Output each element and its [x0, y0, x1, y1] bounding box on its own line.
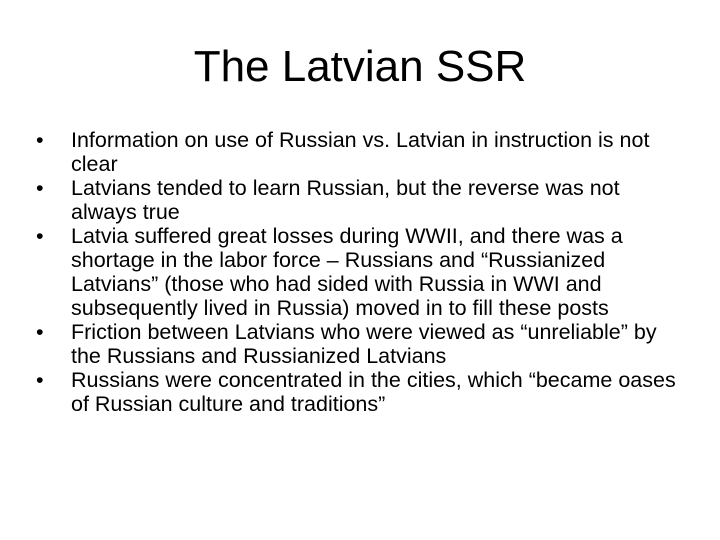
bullet-text: Information on use of Russian vs. Latvian in instruction is not clear	[71, 128, 650, 176]
bullet-icon: •	[36, 368, 44, 392]
bullet-text: Latvia suffered great losses during WWII, and there was a shortage in the labor force – Russians and “Russianized Latvians” (those who had sided with Russia in WWI and subsequently lived in Russia) moved in to fill these posts	[71, 224, 623, 320]
list-item	[36, 368, 690, 416]
bullet-icon: •	[36, 128, 44, 152]
bullet-text: Latvians tended to learn Russian, but the reverse was not always true	[71, 176, 620, 224]
bullet-list	[36, 128, 690, 416]
bullet-text: Friction between Latvians who were viewed as “unreliable” by the Russians and Russianized Latvians	[71, 320, 657, 368]
list-item	[36, 320, 690, 368]
list-item	[36, 176, 690, 224]
bullet-icon: •	[36, 320, 44, 344]
bullet-icon: •	[36, 224, 44, 248]
list-item	[36, 128, 690, 176]
slide-title: The Latvian SSR	[193, 42, 527, 91]
bullet-icon: •	[36, 176, 44, 200]
bullet-text: Russians were concentrated in the cities, which “became oases of Russian culture and traditions”	[71, 368, 676, 416]
list-item	[36, 224, 690, 320]
